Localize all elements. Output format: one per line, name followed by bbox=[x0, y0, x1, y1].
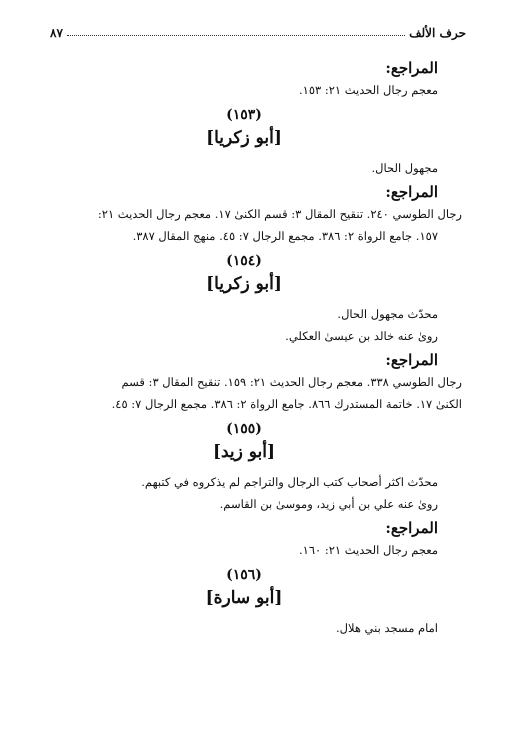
references-heading-155: المراجع: bbox=[385, 519, 438, 537]
entry-name-154: [أبو زكريا] bbox=[206, 274, 282, 294]
references-line-153-2: ١٥٧. جامع الرواة ٢: ٣٨٦. مجمع الرجال ٧: ٤٥. منهج المقال ٣٨٧. bbox=[132, 229, 438, 243]
entry-name-155: [أبو زيد] bbox=[212, 442, 276, 462]
entry-number-155: (١٥٥) bbox=[226, 421, 262, 437]
references-line-154-1: رجال الطوسي ٣٣٨. معجم رجال الحديث ٢١: ١٥٩. تنقيح المقال ٣: قسم bbox=[121, 375, 462, 389]
entry-status-156: امام مسجد بني هلال. bbox=[335, 621, 438, 635]
running-header bbox=[50, 22, 466, 40]
references-line-154-2: الكنىٰ ١٧. خاتمة المستدرك ٨٦٦. جامع الرواة ٢: ٣٨٦. مجمع الرجال ٧: ٤٥. bbox=[111, 397, 462, 411]
entry-name-153: [أبو زكريا] bbox=[206, 128, 282, 148]
entry-name-156: [أبو سارة] bbox=[205, 588, 283, 608]
entry-narration-155: رویٰ عنه علي بن أبي زيد، وموسیٰ بن القاسم. bbox=[219, 497, 438, 511]
references-line-153-1: رجال الطوسي ٢٤٠. تنقيح المقال ٣: قسم الكنىٰ ١٧. معجم رجال الحديث ٢١: bbox=[97, 207, 462, 221]
references-text-155: معجم رجال الحديث ٢١: ١٦٠. bbox=[298, 543, 438, 557]
entry-narration-154: رویٰ عنه خالد بن عيسیٰ العكلي. bbox=[285, 329, 438, 343]
references-text: معجم رجال الحديث ٢١: ١٥٣. bbox=[298, 83, 438, 97]
references-heading: المراجع: bbox=[385, 59, 438, 77]
references-heading-154: المراجع: bbox=[385, 351, 438, 369]
entry-status-155: محدّث اكثر أصحاب كتب الرجال والتراجم لم يذكروه في كتبهم. bbox=[141, 475, 438, 489]
entry-status-154: محدّث مجهول الحال. bbox=[337, 307, 438, 321]
references-heading-153: المراجع: bbox=[385, 183, 438, 201]
page-number: ٨٧ bbox=[50, 26, 63, 40]
header-title: حرف الألف bbox=[409, 26, 466, 40]
entry-number-154: (١٥٤) bbox=[226, 253, 262, 269]
header-dotted-leader bbox=[67, 34, 405, 36]
entry-number-156: (١٥٦) bbox=[226, 567, 262, 583]
entry-number-153: (١٥٣) bbox=[226, 107, 262, 123]
page-body bbox=[50, 58, 462, 642]
entry-status-153: مجهول الحال. bbox=[371, 161, 438, 175]
